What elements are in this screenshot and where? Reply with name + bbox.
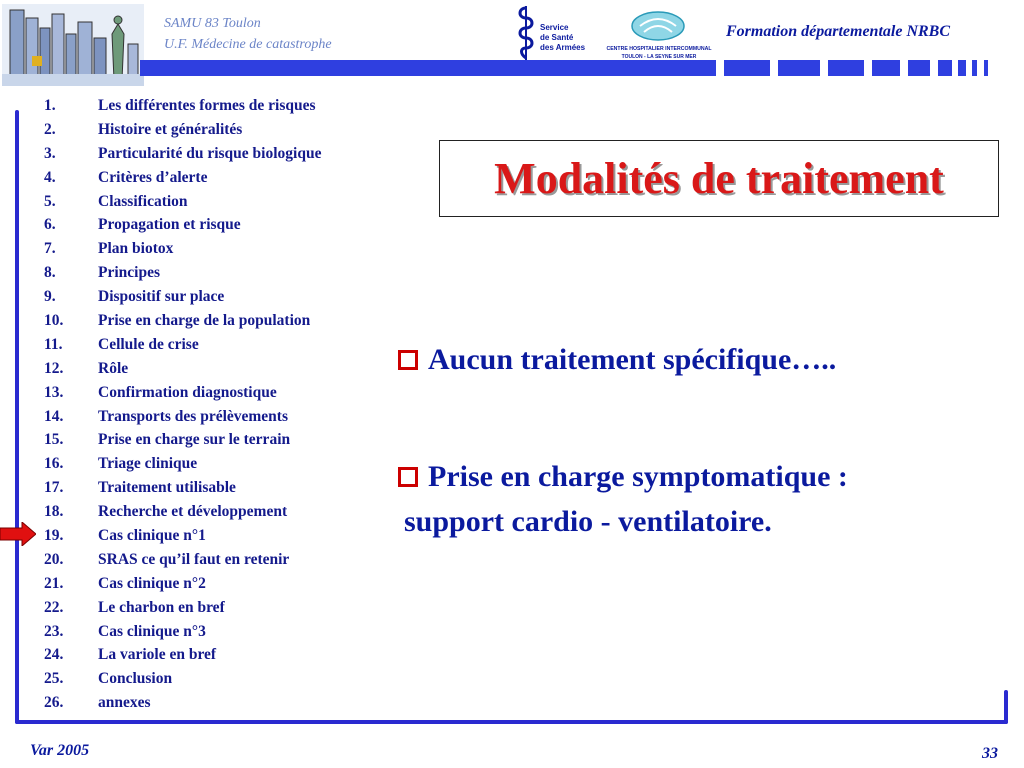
outline-item-number: 19. bbox=[44, 526, 64, 544]
outline-item-number: 8. bbox=[44, 264, 56, 282]
outline-item bbox=[44, 309, 394, 333]
bullet-item bbox=[398, 460, 848, 494]
outline-item-number: 15. bbox=[44, 431, 64, 449]
current-item-arrow-icon bbox=[0, 522, 36, 546]
outline-item bbox=[44, 548, 394, 572]
outline-item bbox=[44, 190, 394, 214]
footer-date: Var 2005 bbox=[30, 742, 90, 759]
frame-bottom-line bbox=[15, 720, 1008, 724]
outline-item-number: 20. bbox=[44, 550, 64, 568]
org-name-line1: SAMU 83 Toulon bbox=[164, 16, 261, 31]
outline-item bbox=[44, 166, 394, 190]
header-bar-block bbox=[872, 60, 900, 76]
outline-item-number: 24. bbox=[44, 646, 64, 664]
outline-item-text: Propagation et risque bbox=[98, 216, 241, 234]
bullet-text-continuation: support cardio - ventilatoire. bbox=[404, 505, 772, 538]
slide-title-box bbox=[439, 140, 999, 217]
header-bar-main bbox=[140, 60, 716, 76]
outline-item-number: 11. bbox=[44, 335, 63, 353]
header-bar-block bbox=[828, 60, 864, 76]
outline-item-number: 6. bbox=[44, 216, 56, 234]
outline-item-text: Plan biotox bbox=[98, 240, 174, 258]
header-bar-block bbox=[778, 60, 820, 76]
outline-item-number: 23. bbox=[44, 622, 64, 640]
outline-item-number: 17. bbox=[44, 479, 64, 497]
outline-item-number: 21. bbox=[44, 574, 64, 592]
outline-item bbox=[44, 476, 394, 500]
header-bar-block bbox=[938, 60, 952, 76]
outline-item bbox=[44, 667, 394, 691]
course-outline bbox=[44, 94, 394, 715]
outline-item-text: La variole en bref bbox=[98, 646, 217, 664]
outline-item-text: Recherche et développement bbox=[98, 503, 288, 521]
outline-item-number: 1. bbox=[44, 96, 56, 114]
outline-item-number: 25. bbox=[44, 670, 64, 688]
outline-item-text: Rôle bbox=[98, 359, 129, 377]
outline-item bbox=[44, 500, 394, 524]
outline-item-text: Classification bbox=[98, 192, 188, 210]
ssa-logo-text-3: des Armées bbox=[540, 43, 586, 52]
header-title: Formation départementale NRBC bbox=[726, 23, 951, 40]
outline-item-text: Cas clinique n°2 bbox=[98, 574, 206, 592]
frame-left-line bbox=[15, 110, 19, 724]
bullet-item bbox=[398, 343, 836, 377]
outline-item bbox=[44, 237, 394, 261]
outline-item bbox=[44, 261, 394, 285]
outline-item-text: SRAS ce qu’il faut en retenir bbox=[98, 550, 290, 568]
outline-item-number: 22. bbox=[44, 598, 64, 616]
frame-right-line bbox=[1004, 690, 1008, 724]
slide-title: Modalités de traitement bbox=[494, 154, 944, 203]
outline-item-text: Critères d’alerte bbox=[98, 168, 208, 186]
outline-item-text: Histoire et généralités bbox=[98, 120, 243, 138]
outline-item-text: Particularité du risque biologique bbox=[98, 144, 322, 162]
outline-item bbox=[44, 142, 394, 166]
outline-item-number: 18. bbox=[44, 503, 64, 521]
outline-item bbox=[44, 643, 394, 667]
page-number: 33 bbox=[982, 745, 998, 762]
outline-item-number: 9. bbox=[44, 288, 56, 306]
outline-item-text: Le charbon en bref bbox=[98, 598, 225, 616]
outline-item-text: Cas clinique n°3 bbox=[98, 622, 206, 640]
header-bar-block bbox=[958, 60, 966, 76]
outline-item-number: 26. bbox=[44, 694, 64, 712]
outline-item-text: Conclusion bbox=[98, 670, 173, 688]
outline-item bbox=[44, 572, 394, 596]
outline-item-text: Transports des prélèvements bbox=[98, 407, 288, 425]
outline-item-number: 10. bbox=[44, 311, 64, 329]
outline-item bbox=[44, 620, 394, 644]
city-skyline-logo bbox=[2, 4, 144, 86]
outline-item-number: 3. bbox=[44, 144, 56, 162]
outline-item-number: 14. bbox=[44, 407, 64, 425]
outline-item bbox=[44, 381, 394, 405]
outline-item-number: 5. bbox=[44, 192, 56, 210]
header-bar-block bbox=[908, 60, 930, 76]
outline-item bbox=[44, 428, 394, 452]
outline-item-text: Triage clinique bbox=[98, 455, 198, 473]
outline-item-text: Prise en charge de la population bbox=[98, 311, 311, 329]
outline-item bbox=[44, 524, 394, 548]
outline-item-text: Cellule de crise bbox=[98, 335, 199, 353]
bullet-text: Aucun traitement spécifique….. bbox=[428, 343, 837, 376]
outline-item-number: 16. bbox=[44, 455, 64, 473]
centre-hospitalier-logo bbox=[600, 8, 718, 62]
outline-item bbox=[44, 405, 394, 429]
outline-item bbox=[44, 452, 394, 476]
outline-item-number: 2. bbox=[44, 120, 56, 138]
header-bar-block bbox=[972, 60, 977, 76]
outline-item bbox=[44, 596, 394, 620]
bullet-text: Prise en charge symptomatique : bbox=[428, 460, 848, 493]
outline-item-number: 12. bbox=[44, 359, 64, 377]
outline-item bbox=[44, 118, 394, 142]
square-bullet-icon bbox=[398, 467, 418, 487]
outline-item bbox=[44, 357, 394, 381]
outline-item bbox=[44, 213, 394, 237]
chi-logo-text-2: TOULON - LA SEYNE SUR MER bbox=[621, 54, 697, 60]
outline-item-text: Principes bbox=[98, 264, 160, 282]
ssa-logo-text-1: Service bbox=[540, 23, 569, 32]
outline-item-number: 7. bbox=[44, 240, 56, 258]
outline-item bbox=[44, 94, 394, 118]
chi-logo-text-1: CENTRE HOSPITALIER INTERCOMMUNAL bbox=[606, 46, 712, 52]
outline-item-text: Prise en charge sur le terrain bbox=[98, 431, 291, 449]
ssa-logo-text-2: de Santé bbox=[540, 33, 574, 42]
outline-item-text: Confirmation diagnostique bbox=[98, 383, 277, 401]
outline-item-number: 4. bbox=[44, 168, 56, 186]
org-name-line2: U.F. Médecine de catastrophe bbox=[164, 37, 332, 52]
outline-item bbox=[44, 691, 394, 715]
outline-item bbox=[44, 285, 394, 309]
header-bar-block bbox=[984, 60, 988, 76]
outline-item-text: Les différentes formes de risques bbox=[98, 96, 316, 114]
outline-item-text: Cas clinique n°1 bbox=[98, 526, 206, 544]
outline-item bbox=[44, 333, 394, 357]
outline-item-text: Dispositif sur place bbox=[98, 288, 225, 306]
outline-item-text: annexes bbox=[98, 694, 151, 712]
outline-item-number: 13. bbox=[44, 383, 64, 401]
square-bullet-icon bbox=[398, 350, 418, 370]
service-sante-armees-logo bbox=[512, 4, 592, 62]
outline-item-text: Traitement utilisable bbox=[98, 479, 236, 497]
header-bar-block bbox=[724, 60, 770, 76]
